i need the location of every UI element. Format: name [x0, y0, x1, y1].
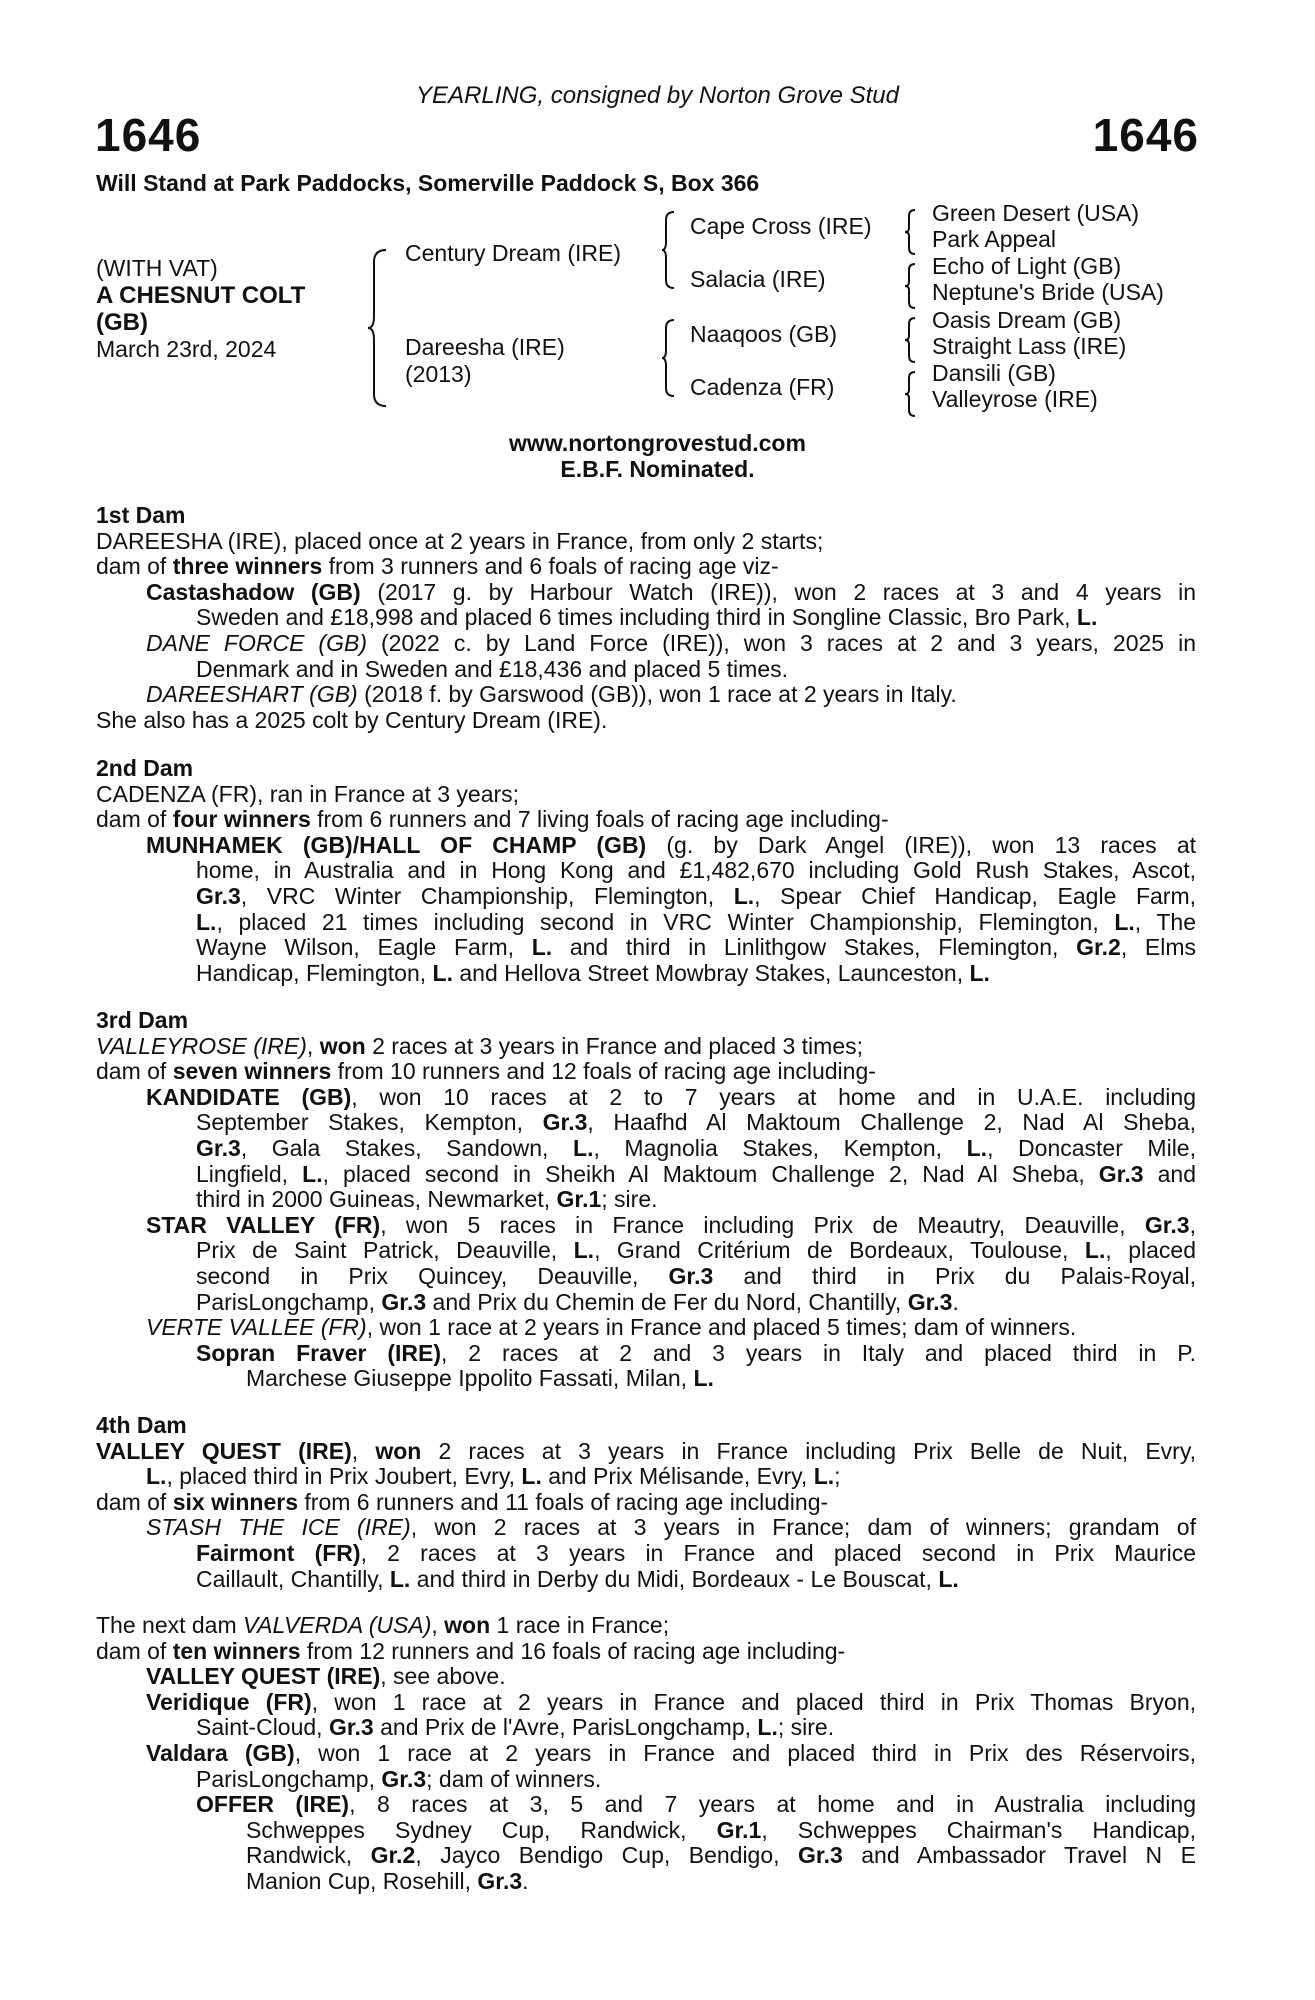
produce-entry-cont: Handicap, Flemington, L. and Hellova Street Mowbray Stakes, Launceston, L.	[196, 959, 990, 986]
pedigree-g8: Valleyrose (IRE)	[932, 386, 1098, 412]
first-dam-section	[96, 503, 1196, 733]
pedigree-sire-dam: Salacia (IRE)	[690, 266, 826, 292]
pedigree-sire-sire: Cape Cross (IRE)	[690, 213, 872, 239]
fourth-dam-line-cont: L., placed third in Prix Joubert, Evry, L. and Prix Mélisande, Evry, L.;	[146, 1463, 841, 1490]
first-dam-title: 1st Dam	[96, 502, 186, 528]
stud-website: www.nortongrovestud.com	[509, 430, 806, 456]
lot-number-left: 1646	[95, 109, 202, 161]
produce-entry: Veridique (FR), won 1 race at 2 years in France and placed third in Prix Thomas Bryon,	[146, 1688, 1197, 1715]
consignor-line: YEARLING, consigned by Norton Grove Stud	[416, 82, 899, 109]
fourth-dam-title: 4th Dam	[96, 1412, 187, 1438]
produce-entry: STAR VALLEY (FR), won 5 races in France including Prix de Meautry, Deauville, Gr.3,	[146, 1211, 1196, 1238]
pedigree-g3: Echo of Light (GB)	[932, 253, 1122, 279]
fourth-dam-line: VALLEY QUEST (IRE), won 2 races at 3 years in France including Prix Belle de Nuit, Evry,	[96, 1437, 1197, 1464]
vat-note: (WITH VAT)	[96, 255, 218, 281]
third-dam-line: VALLEYROSE (IRE), won 2 races at 3 years in France and placed 3 times;	[96, 1032, 864, 1059]
produce-entry-cont: home, in Australia and in Hong Kong and £1,482,670 including Gold Rush Stakes, Ascot,	[196, 857, 1196, 884]
stand-location: Will Stand at Park Paddocks, Somerville Paddock S, Box 366	[96, 170, 760, 196]
produce-entry-cont: September Stakes, Kempton, Gr.3, Haafhd Al Maktoum Challenge 2, Nad Al Sheba,	[196, 1109, 1196, 1136]
third-dam-section	[96, 1008, 1196, 1392]
pedigree-brace-g4	[903, 370, 917, 418]
first-dam-line: DAREESHA (IRE), placed once at 2 years in France, from only 2 starts;	[96, 527, 824, 554]
pedigree-brace-g3	[903, 316, 917, 364]
fourth-dam-produce-summary: dam of six winners from 6 runners and 11 foals of racing age including-	[96, 1488, 829, 1515]
produce-entry-cont: Gr.3, VRC Winter Championship, Flemington, L., Spear Chief Handicap, Eagle Farm,	[196, 882, 1196, 909]
pedigree-sire: Century Dream (IRE)	[405, 240, 621, 266]
produce-entry-cont: Prix de Saint Patrick, Deauville, L., Grand Critérium de Bordeaux, Toulouse, L., placed	[196, 1237, 1196, 1264]
ebf-nominated: E.B.F. Nominated.	[560, 456, 755, 482]
produce-entry-cont: Wayne Wilson, Eagle Farm, L. and third in Linlithgow Stakes, Flemington, Gr.2, Elms	[196, 934, 1197, 961]
horse-country: (GB)	[96, 309, 148, 336]
produce-entry-cont: Fairmont (FR), 2 races at 3 years in France and placed second in Prix Maurice	[196, 1539, 1196, 1566]
foaling-date: March 23rd, 2024	[96, 336, 277, 362]
grand-produce-entry: Sopran Fraver (IRE), 2 races at 2 and 3 years in Italy and placed third in P.	[196, 1339, 1196, 1366]
grand-produce-entry-cont: Schweppes Sydney Cup, Randwick, Gr.1, Schweppes Chairman's Handicap,	[246, 1816, 1196, 1843]
first-dam-note: She also has a 2025 colt by Century Dream (IRE).	[96, 706, 608, 733]
second-dam-line: CADENZA (FR), ran in France at 3 years;	[96, 780, 520, 807]
pedigree-brace-g1	[903, 208, 917, 256]
produce-entry-cont: Lingfield, L., placed second in Sheikh Al Maktoum Challenge 2, Nad Al Sheba, Gr.3 and	[196, 1160, 1196, 1187]
produce-entry-cont: Saint-Cloud, Gr.3 and Prix de l'Avre, ParisLongchamp, L.; sire.	[196, 1714, 835, 1741]
grand-produce-entry: OFFER (IRE), 8 races at 3, 5 and 7 years at home and in Australia including	[196, 1791, 1196, 1818]
stud-info	[0, 430, 1315, 482]
second-dam-title: 2nd Dam	[96, 755, 194, 781]
produce-entry-cont: ParisLongchamp, Gr.3 and Prix du Chemin de Fer du Nord, Chantilly, Gr.3.	[196, 1288, 959, 1315]
horse-name: A CHESNUT COLT	[96, 282, 306, 309]
produce-entry-cont: Caillault, Chantilly, L. and third in Derby du Midi, Bordeaux - Le Bouscat, L.	[196, 1565, 959, 1592]
grand-produce-entry-cont: Randwick, Gr.2, Jayco Bendigo Cup, Bendigo, Gr.3 and Ambassador Travel N E	[246, 1842, 1196, 1869]
pedigree-dam: Dareesha (IRE)	[405, 334, 565, 360]
pedigree-brace-main	[366, 248, 390, 408]
produce-entry: DANE FORCE (GB) (2022 c. by Land Force (IRE)), won 3 races at 2 and 3 years, 2025 in	[146, 629, 1197, 656]
pedigree-g4: Neptune's Bride (USA)	[932, 279, 1164, 305]
grand-produce-entry-cont: Marchese Giuseppe Ippolito Fassati, Milan, L.	[246, 1365, 714, 1392]
grand-produce-entry-cont: Manion Cup, Rosehill, Gr.3.	[246, 1867, 529, 1894]
third-dam-title: 3rd Dam	[96, 1007, 189, 1033]
pedigree-dam-sire: Naaqoos (GB)	[690, 321, 838, 347]
produce-entry-cont: second in Prix Quincey, Deauville, Gr.3 and third in Prix du Palais-Royal,	[196, 1262, 1196, 1289]
produce-entry: VERTE VALLEE (FR), won 1 race at 2 years in France and placed 5 times; dam of winners.	[146, 1314, 1077, 1341]
produce-entry: VALLEY QUEST (IRE), see above.	[146, 1663, 506, 1690]
fourth-dam-section	[96, 1413, 1196, 1592]
pedigree-g7: Dansili (GB)	[932, 360, 1056, 386]
pedigree-g6: Straight Lass (IRE)	[932, 333, 1127, 359]
produce-entry-cont: third in 2000 Guineas, Newmarket, Gr.1; sire.	[196, 1186, 658, 1213]
produce-entry: MUNHAMEK (GB)/HALL OF CHAMP (GB) (g. by Dark Angel (IRE)), won 13 races at	[146, 831, 1196, 858]
pedigree-g2: Park Appeal	[932, 226, 1057, 252]
produce-entry: STASH THE ICE (IRE), won 2 races at 3 years in France; dam of winners; grandam of	[146, 1514, 1196, 1541]
produce-entry-cont: ParisLongchamp, Gr.3; dam of winners.	[196, 1765, 602, 1792]
pedigree-dam-dam: Cadenza (FR)	[690, 374, 835, 400]
produce-entry-cont: Gr.3, Gala Stakes, Sandown, L., Magnolia Stakes, Kempton, L., Doncaster Mile,	[196, 1134, 1196, 1161]
next-dam-line: The next dam VALVERDA (USA), won 1 race in France;	[96, 1612, 670, 1638]
produce-entry-cont: L., placed 21 times including second in VRC Winter Championship, Flemington, L., The	[196, 908, 1196, 935]
lot-number-right: 1646	[1092, 109, 1199, 161]
pedigree-g5: Oasis Dream (GB)	[932, 307, 1122, 333]
produce-entry: KANDIDATE (GB), won 10 races at 2 to 7 years at home and in U.A.E. including	[146, 1083, 1196, 1110]
pedigree-brace-dam	[660, 318, 676, 398]
third-dam-produce-summary: dam of seven winners from 10 runners and 12 foals of racing age including-	[96, 1058, 876, 1085]
produce-entry: DAREESHART (GB) (2018 f. by Garswood (GB)), won 1 race at 2 years in Italy.	[146, 681, 957, 708]
second-dam-produce-summary: dam of four winners from 6 runners and 7 living foals of racing age including-	[96, 806, 889, 833]
horse-details	[96, 255, 305, 363]
pedigree-dam-year: (2013)	[405, 361, 472, 387]
second-dam-section	[96, 756, 1196, 986]
next-dam-produce-summary: dam of ten winners from 12 runners and 16 foals of racing age including-	[96, 1637, 846, 1664]
pedigree-brace-sire	[660, 210, 676, 290]
first-dam-produce-summary: dam of three winners from 3 runners and 6 foals of racing age viz-	[96, 553, 779, 580]
produce-entry-cont: Sweden and £18,998 and placed 6 times including third in Songline Classic, Bro Park, L.	[196, 604, 1098, 631]
pedigree-brace-g2	[903, 262, 917, 310]
produce-entry-cont: Denmark and in Sweden and £18,436 and placed 5 times.	[196, 655, 789, 682]
produce-entry: Castashadow (GB) (2017 g. by Harbour Watch (IRE)), won 2 races at 3 and 4 years in	[146, 578, 1196, 605]
produce-entry: Valdara (GB), won 1 race at 2 years in France and placed third in Prix des Réservoirs,	[146, 1739, 1196, 1766]
next-dam-section	[96, 1613, 1196, 1895]
pedigree-g1: Green Desert (USA)	[932, 200, 1140, 226]
